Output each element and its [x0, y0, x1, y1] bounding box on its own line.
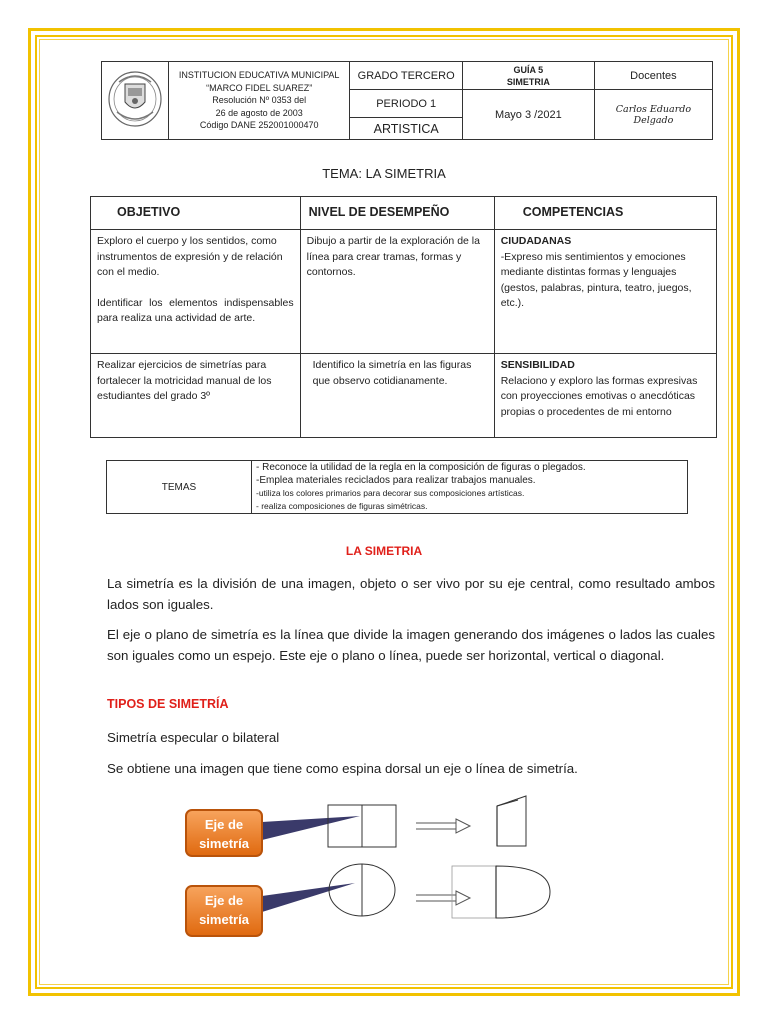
tema-title: TEMA: LA SIMETRIA — [322, 166, 446, 181]
paragraph-description: Se obtiene una imagen que tiene como espina dorsal un eje o línea de simetría. — [107, 761, 578, 776]
date-cell: Mayo 3 /2021 — [462, 90, 594, 140]
col-header-objetivo: OBJETIVO — [91, 197, 301, 230]
guide-number: GUÍA 5 — [513, 64, 544, 75]
temas-label: TEMAS — [107, 461, 252, 514]
col-header-nivel: NIVEL DE DESEMPEÑO — [300, 197, 494, 230]
paragraph-definition: La simetría es la división de una imagen, objeto o ser vivo por su eje central, como resultado ambos lados son iguales. — [107, 576, 715, 612]
period-cell: PERIODO 1 — [350, 90, 462, 118]
folded-half-circle-shape — [452, 866, 550, 918]
axis-callout — [185, 885, 263, 937]
institution-school: “MARCO FIDEL SUAREZ” — [206, 82, 313, 93]
teacher-signature: Carlos Eduardo Delgado — [594, 90, 712, 140]
callout-pointer — [262, 883, 355, 912]
competencia-text: -Expreso mis sentimientos y emociones mediante distintas formas y lenguajes (gestos, palabras, pintura, teatro, juegos, etc.). — [500, 250, 692, 309]
callout-text: Eje de — [204, 817, 244, 832]
competencia-title: CIUDADANAS — [500, 235, 572, 247]
institution-resolution: Resolución Nº 0353 del — [212, 95, 307, 106]
tema-item: - realiza composiciones de figuras simétricas. — [256, 501, 428, 511]
nivel-cell-2: Identifico la simetría en las figuras que observo cotidianamente. — [300, 354, 494, 438]
institution-dane: Código DANE 252001000470 — [199, 120, 319, 131]
competencia-title: SENSIBILIDAD — [500, 359, 575, 371]
folded-rectangle-shape — [497, 796, 526, 846]
tema-item: - Reconoce la utilidad de la regla en la composición de figuras o plegados. — [256, 462, 586, 473]
callout-text: Eje de — [204, 893, 244, 908]
objetivo-text: Identificar los elementos indispensables para realiza una actividad de arte. — [97, 296, 294, 324]
docentes-label: Docentes — [594, 62, 712, 90]
objetivo-cell-2: Realizar ejercicios de simetrías para fortalecer la motricidad manual de los estudiantes del grado 3º — [91, 354, 301, 438]
arrow-icon — [416, 819, 470, 833]
paragraph-axis: El eje o plano de simetría es la línea que divide la imagen generando dos imágenes o lados las cuales son iguales como un espejo. Este eje o plano o línea, puede ser horizontal, vertical o diagonal. — [107, 627, 715, 663]
tema-item: -utiliza los colores primarios para decorar sus composiciones artísticas. — [256, 488, 525, 498]
institution-name: INSTITUCION EDUCATIVA MUNICIPAL — [178, 70, 340, 81]
callout-text: simetría — [199, 836, 249, 851]
subject-cell: ARTISTICA — [350, 118, 462, 140]
callout-pointer — [262, 816, 360, 840]
tipos-title: TIPOS DE SIMETRÍA — [107, 697, 229, 711]
guide-topic: SIMETRIA — [506, 76, 550, 87]
tema-item: -Emplea materiales reciclados para realizar trabajos manuales. — [256, 475, 536, 486]
axis-callout — [185, 809, 263, 857]
arrow-icon — [416, 891, 470, 905]
col-header-competencias: COMPETENCIAS — [494, 197, 716, 230]
institution-date: 26 de agosto de 2003 — [215, 107, 303, 118]
grade-cell: GRADO TERCERO — [350, 62, 462, 90]
section-title: LA SIMETRIA — [345, 544, 423, 558]
objetivo-text: Exploro el cuerpo y los sentidos, como instrumentos de expresión y de relación con el medio. — [97, 235, 283, 278]
paragraph-type: Simetría especular o bilateral — [107, 730, 280, 745]
nivel-cell-1: Dibujo a partir de la exploración de la línea para crear tramas, formas y contornos. — [300, 230, 494, 354]
callout-text: simetría — [199, 912, 249, 927]
competencia-text: Relaciono y exploro las formas expresivas con proyecciones emotivas o anecdóticas propias o procedentes de mi entorno — [500, 374, 698, 418]
